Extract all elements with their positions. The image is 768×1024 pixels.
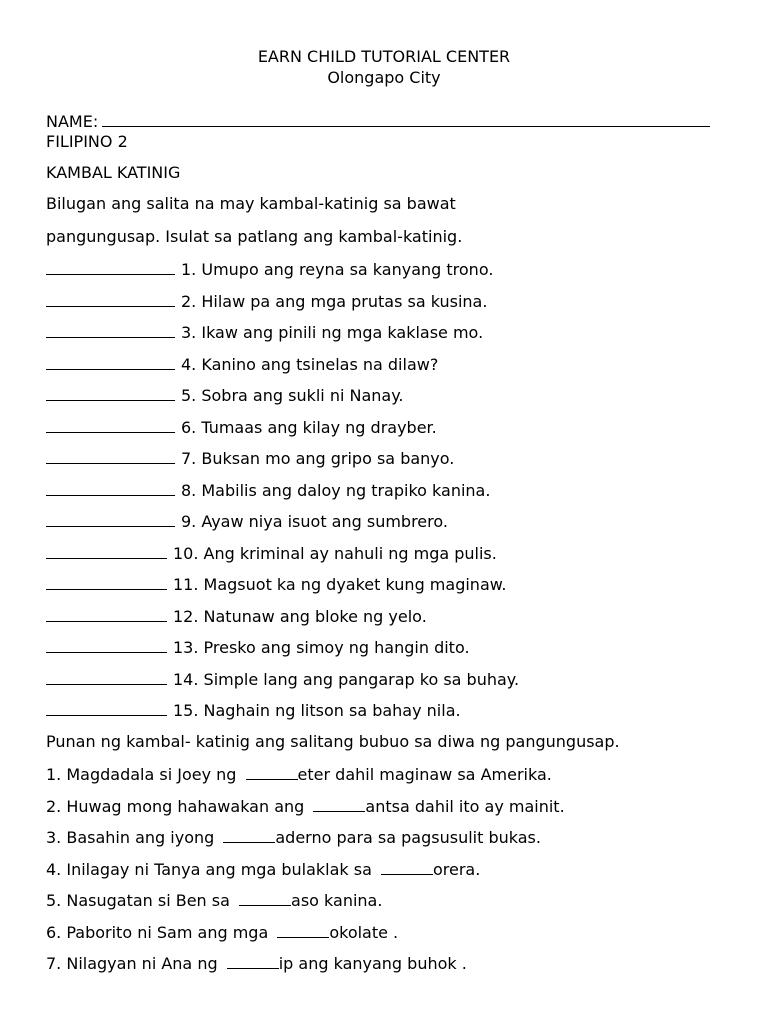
item-text: 5. Sobra ang sukli ni Nanay. bbox=[181, 386, 404, 405]
answer-blank[interactable] bbox=[46, 670, 167, 685]
item-text: 10. Ang kriminal ay nahuli ng mga pulis. bbox=[173, 543, 497, 563]
fill-text-before: 6. Paborito ni Sam ang mga bbox=[46, 922, 274, 942]
answer-blank[interactable] bbox=[46, 386, 175, 401]
fill-text-before: 3. Basahin ang iyong bbox=[46, 828, 220, 847]
answer-blank[interactable] bbox=[46, 544, 167, 559]
fill-item bbox=[46, 954, 467, 972]
center-name: EARN CHILD TUTORIAL CENTER bbox=[257, 47, 511, 66]
item-text: 13. Presko ang simoy ng hangin dito. bbox=[173, 638, 470, 657]
fill-text-before: 5. Nasugatan si Ben sa bbox=[46, 891, 236, 910]
exercise-item bbox=[46, 260, 493, 278]
fill-text-before: 2. Huwag mong hahawakan ang bbox=[46, 796, 310, 816]
exercise-item bbox=[46, 323, 483, 341]
exercise-item bbox=[46, 355, 438, 373]
fill-text-before: 7. Nilagyan ni Ana ng bbox=[46, 954, 223, 973]
answer-blank[interactable] bbox=[46, 638, 167, 653]
fill-blank[interactable] bbox=[227, 954, 279, 969]
exercise-item bbox=[46, 512, 448, 530]
fill-item bbox=[46, 923, 398, 941]
exercise-item bbox=[46, 544, 497, 562]
exercise-item bbox=[46, 607, 427, 625]
item-text: 1. Umupo ang reyna sa kanyang trono. bbox=[181, 260, 494, 279]
fill-blank[interactable] bbox=[246, 765, 298, 780]
exercise-item bbox=[46, 701, 461, 719]
fill-blank[interactable] bbox=[239, 891, 291, 906]
fill-text-before: 1. Magdadala si Joey ng bbox=[46, 765, 242, 784]
item-text: 2. Hilaw pa ang mga prutas sa kusina. bbox=[181, 291, 488, 311]
answer-blank[interactable] bbox=[46, 607, 167, 622]
subject-label: FILIPINO 2 bbox=[46, 132, 128, 151]
exercise-item bbox=[46, 418, 437, 436]
fill-blank[interactable] bbox=[277, 923, 329, 938]
answer-blank[interactable] bbox=[46, 355, 175, 370]
fill-item bbox=[46, 860, 480, 878]
answer-blank[interactable] bbox=[46, 260, 175, 275]
exercise-item bbox=[46, 449, 454, 467]
fill-item bbox=[46, 891, 382, 909]
name-label: NAME: bbox=[46, 112, 99, 131]
topic-title: KAMBAL KATINIG bbox=[46, 163, 181, 182]
fill-text-after: orera. bbox=[432, 859, 481, 879]
city-name: Olongapo City bbox=[327, 68, 441, 87]
instruction-line-2: pangungusap. Isulat sa patlang ang kambal-katinig. bbox=[46, 227, 463, 246]
fill-blank[interactable] bbox=[313, 797, 365, 812]
item-text: 4. Kanino ang tsinelas na dilaw? bbox=[181, 354, 439, 374]
item-text: 9. Ayaw niya isuot ang sumbrero. bbox=[181, 512, 448, 531]
name-blank[interactable] bbox=[102, 112, 710, 127]
exercise-item bbox=[46, 670, 519, 688]
answer-blank[interactable] bbox=[46, 418, 175, 433]
item-text: 12. Natunaw ang bloke ng yelo. bbox=[173, 606, 427, 626]
fill-item bbox=[46, 828, 541, 846]
fill-item bbox=[46, 765, 552, 783]
fill-item bbox=[46, 797, 565, 815]
exercise-item bbox=[46, 638, 470, 656]
fill-blank[interactable] bbox=[381, 860, 433, 875]
exercise-item bbox=[46, 575, 506, 593]
exercise-item bbox=[46, 481, 490, 499]
fill-text-after: okolate . bbox=[329, 922, 399, 942]
exercise-item bbox=[46, 292, 487, 310]
item-text: 11. Magsuot ka ng dyaket kung maginaw. bbox=[173, 575, 507, 594]
answer-blank[interactable] bbox=[46, 481, 175, 496]
fill-blank[interactable] bbox=[223, 828, 275, 843]
fill-text-after: antsa dahil ito ay mainit. bbox=[365, 796, 565, 816]
item-text: 6. Tumaas ang kilay ng drayber. bbox=[181, 417, 437, 437]
answer-blank[interactable] bbox=[46, 449, 175, 464]
instruction-part2: Punan ng kambal- katinig ang salitang bubuo sa diwa ng pangungusap. bbox=[46, 732, 620, 751]
fill-text-after: eter dahil maginaw sa Amerika. bbox=[297, 765, 552, 784]
fill-text-after: aderno para sa pagsusulit bukas. bbox=[275, 828, 541, 847]
instruction-line-1: Bilugan ang salita na may kambal-katinig sa bawat bbox=[46, 194, 456, 213]
name-field[interactable] bbox=[46, 112, 710, 130]
item-text: 3. Ikaw ang pinili ng mga kaklase mo. bbox=[181, 323, 484, 342]
fill-text-before: 4. Inilagay ni Tanya ang mga bulaklak sa bbox=[46, 859, 377, 879]
fill-text-after: aso kanina. bbox=[291, 891, 383, 910]
answer-blank[interactable] bbox=[46, 575, 167, 590]
answer-blank[interactable] bbox=[46, 701, 167, 716]
answer-blank[interactable] bbox=[46, 323, 175, 338]
item-text: 15. Naghain ng litson sa bahay nila. bbox=[173, 701, 461, 720]
answer-blank[interactable] bbox=[46, 512, 175, 527]
exercise-item bbox=[46, 386, 404, 404]
item-text: 14. Simple lang ang pangarap ko sa buhay. bbox=[173, 669, 520, 689]
answer-blank[interactable] bbox=[46, 292, 175, 307]
item-text: 8. Mabilis ang daloy ng trapiko kanina. bbox=[181, 480, 491, 500]
item-text: 7. Buksan mo ang gripo sa banyo. bbox=[181, 449, 455, 468]
fill-text-after: ip ang kanyang buhok . bbox=[278, 954, 467, 973]
